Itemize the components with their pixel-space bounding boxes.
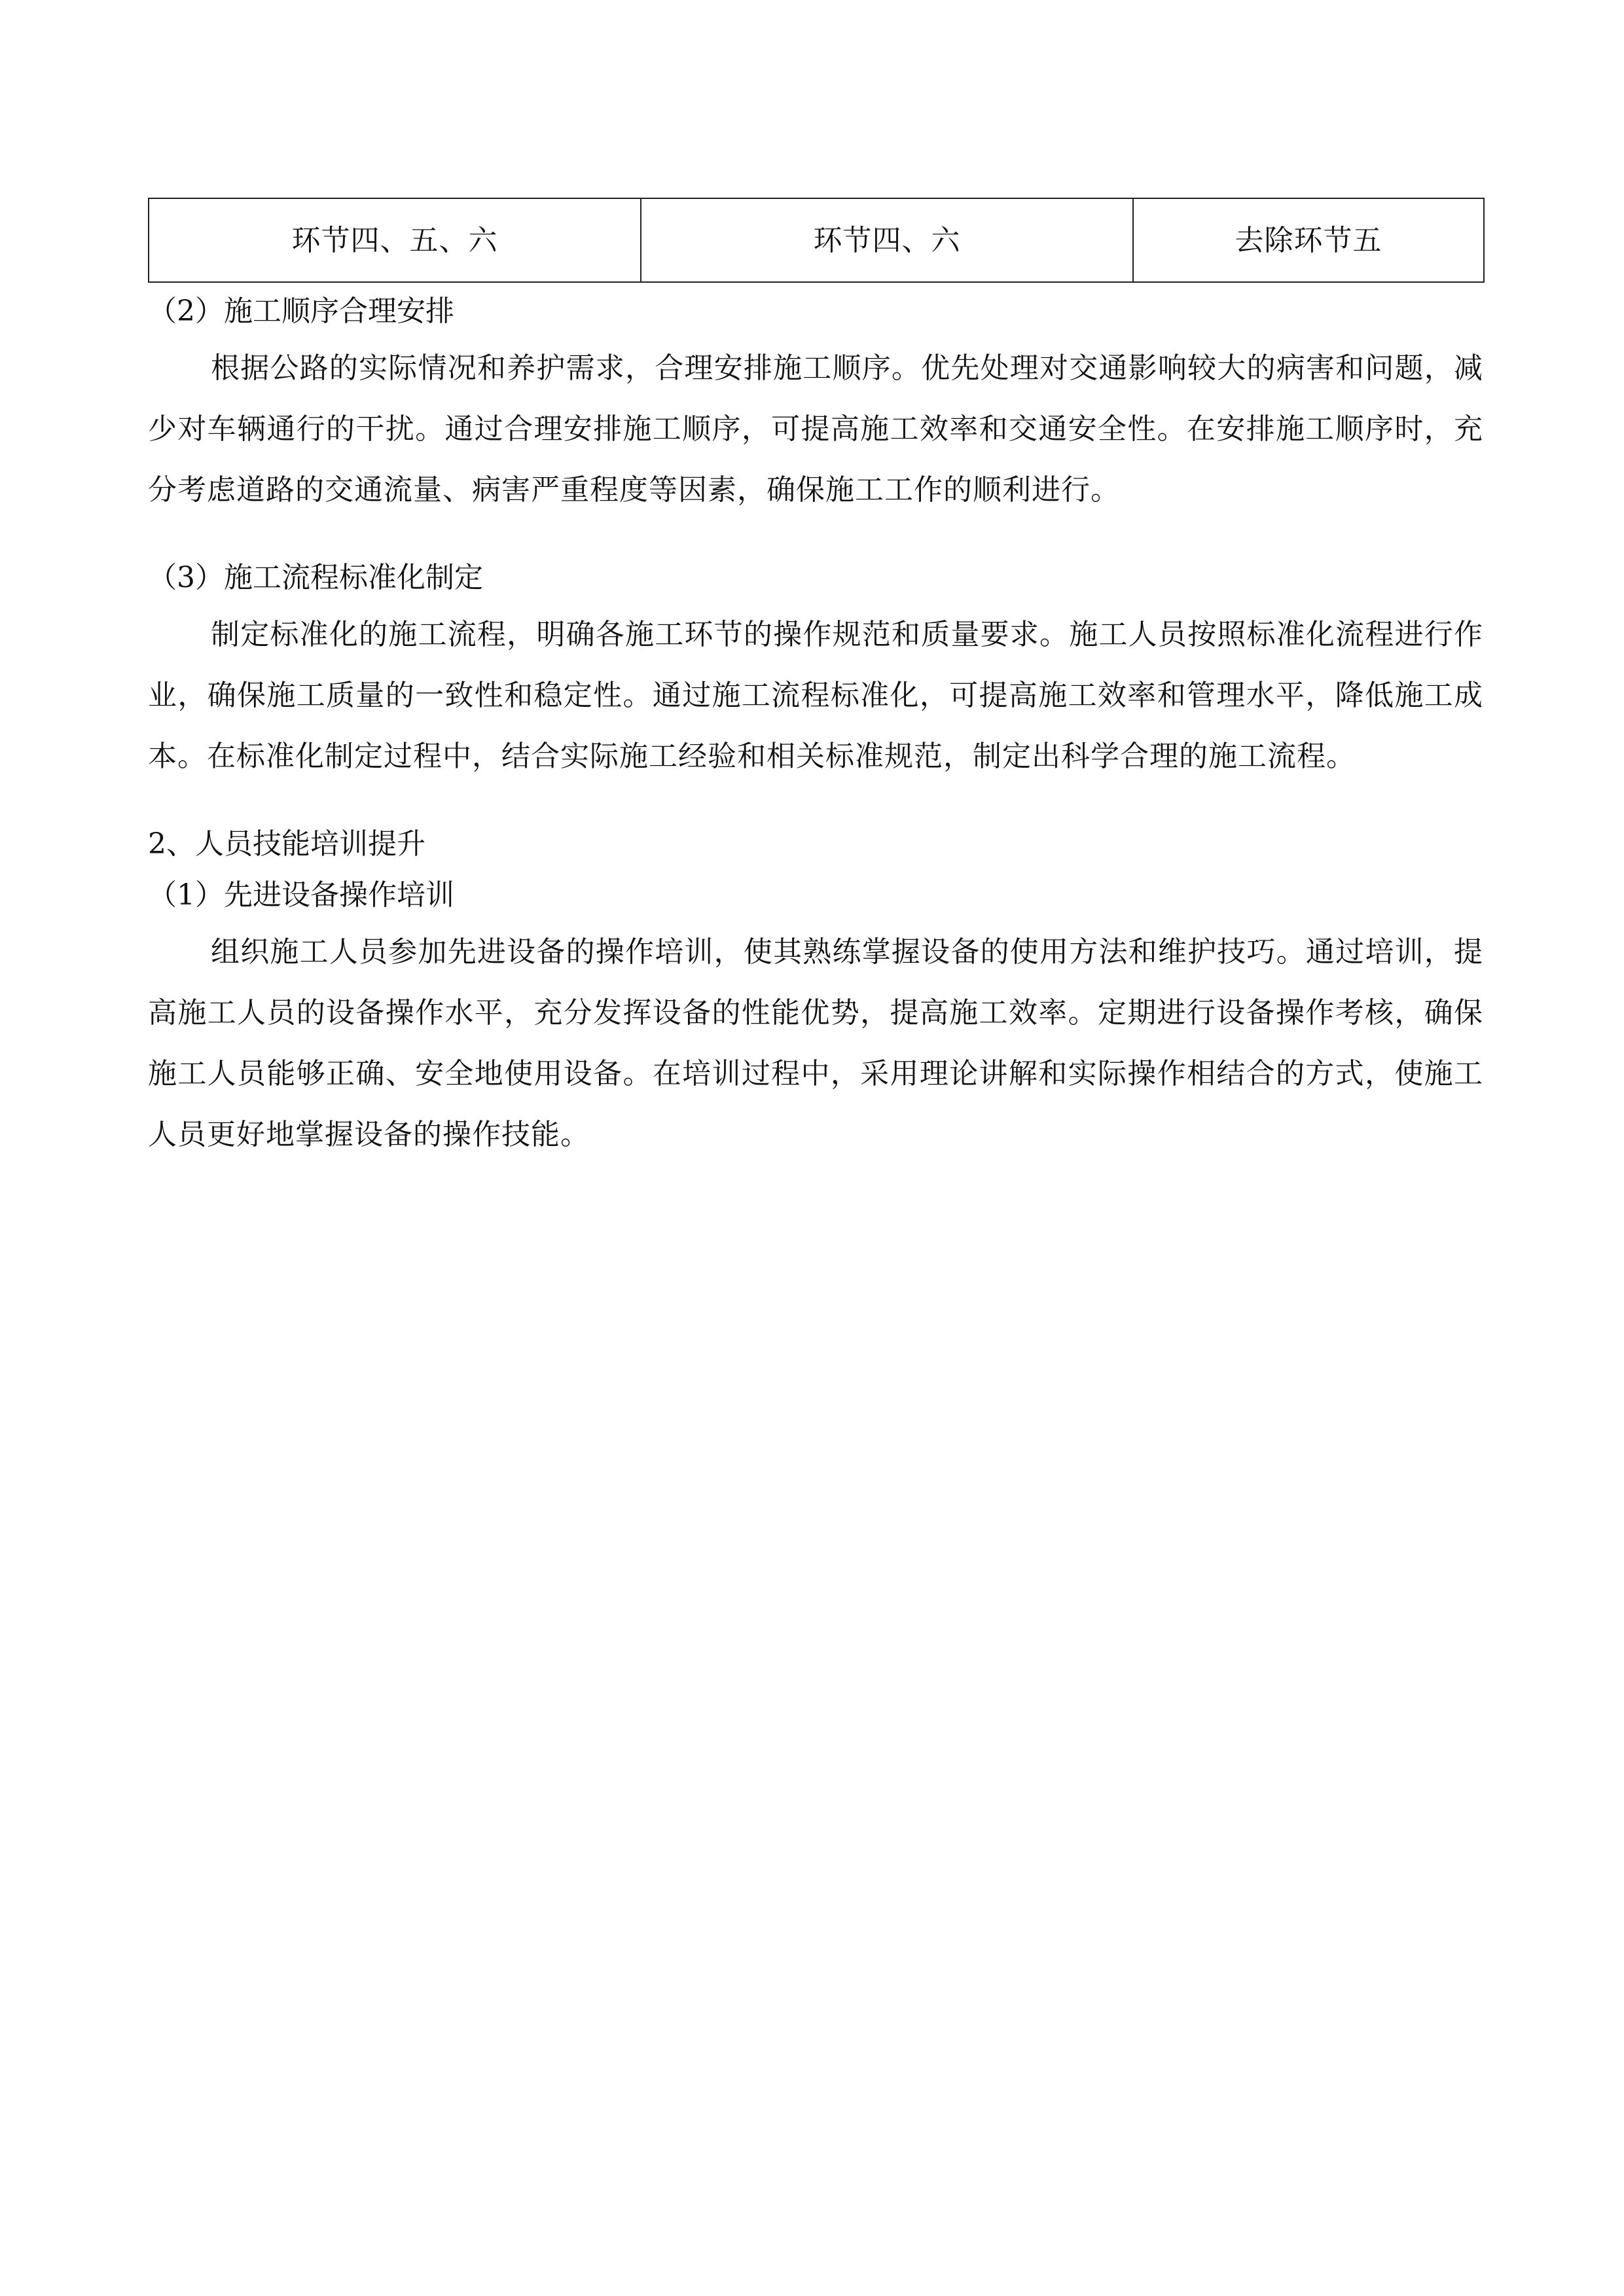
subsection-heading: （1）先进设备操作培训 bbox=[148, 878, 454, 912]
process-table bbox=[148, 198, 1485, 283]
paragraph: 组织施工人员参加先进设备的操作培训，使其熟练掌握设备的使用方法和维护技巧。通过培训，提高施工人员的设备操作水平，充分发挥设备的性能优势，提高施工效率。定期进行设备操作考核，确保施工人员能够正确、安全地使用设备。在培训过程中，采用理论讲解和实际操作相结合的方式，使施工人员更好地掌握设备的操作技能。 bbox=[148, 935, 1483, 1151]
paragraph: 根据公路的实际情况和养护需求，合理安排施工顺序。优先处理对交通影响较大的病害和问题，减少对车辆通行的干扰。通过合理安排施工顺序，可提高施工效率和交通安全性。在安排施工顺序时，充分考虑道路的交通流量、病害严重程度等因素，确保施工工作的顺利进行。 bbox=[148, 351, 1483, 507]
section-heading: （3）施工流程标准化制定 bbox=[148, 561, 483, 594]
table-row bbox=[149, 198, 1484, 282]
section-heading: （2）施工顺序合理安排 bbox=[148, 295, 454, 328]
paragraph: 制定标准化的施工流程，明确各施工环节的操作规范和质量要求。施工人员按照标准化流程进行作业，确保施工质量的一致性和稳定性。通过施工流程标准化，可提高施工效率和管理水平，降低施工成本。在标准化制定过程中，结合实际施工经验和相关标准规范，制定出科学合理的施工流程。 bbox=[148, 618, 1483, 773]
table-cell: 环节四、六 bbox=[641, 198, 1133, 282]
table-cell: 去除环节五 bbox=[1133, 198, 1484, 282]
table-cell: 环节四、五、六 bbox=[149, 198, 641, 282]
page-content bbox=[148, 198, 1483, 1165]
section-heading: 2、人员技能培训提升 bbox=[148, 827, 425, 861]
